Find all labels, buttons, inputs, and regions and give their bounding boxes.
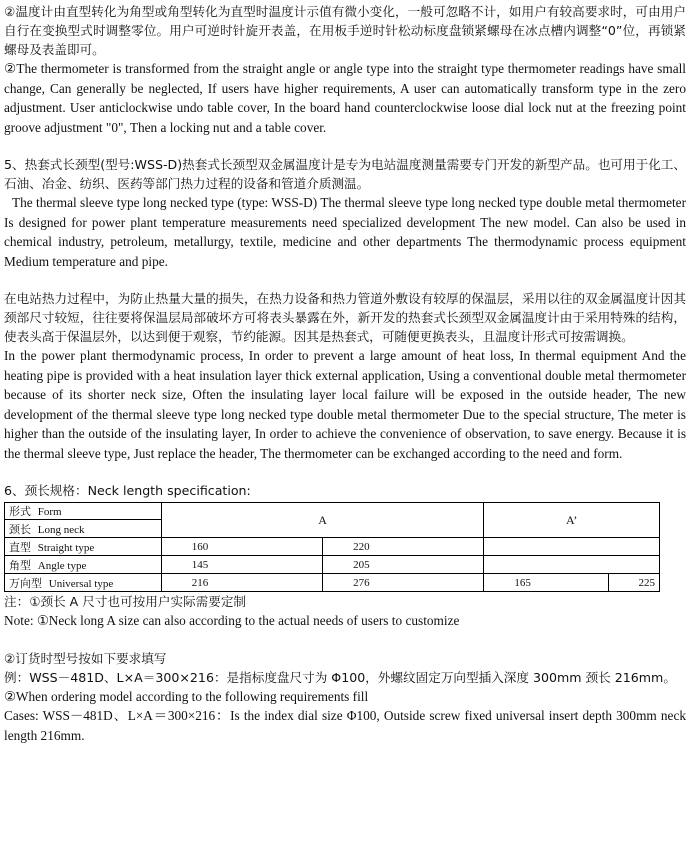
table-cell: 220: [323, 538, 484, 556]
table-cell: 216: [161, 574, 322, 592]
table-cell: 205: [323, 556, 484, 574]
table-row: [5, 538, 660, 556]
note-cn: 注：①颈长 A 尺寸也可按用户实际需要定制: [4, 594, 247, 609]
order-example-cn: 例：WSS－481D、L×A＝300×216：是指标度盘尺寸为 Φ100，外螺纹固定万向型插入深度 300mm 颈长 216mm。: [4, 669, 676, 685]
table-cell: [484, 538, 660, 556]
section5-paragraph-en: The thermal sleeve type long necked type (type: WSS-D) The thermal sleeve type long necked type double metal thermometer Is designed for power plant temperature measurements need specialized development The new model. Can also be used in chemical industry, petroleum, metallurgy, textile, medicine and other departments The thermodynamic process equipment Medium temperature and pipe.: [4, 195, 686, 269]
document-page: [4, 2, 686, 745]
table-cell: 145: [161, 556, 322, 574]
table-cell: 225: [608, 574, 660, 592]
order-example-en: Cases: WSS－481D、L×A＝300×216：Is the index dial size Φ100, Outside screw fixed universal insert depth 300mm neck length 216mm.: [4, 708, 686, 743]
neck-length-table: [4, 502, 660, 592]
order-title-en: ②When ordering model according to the following requirements fill: [4, 688, 369, 704]
table-row: [5, 574, 660, 592]
table-cell: 165: [484, 574, 608, 592]
angle-type-label: 角型 Angle type: [5, 556, 162, 574]
section6-title: 6、颈长规格：Neck length specification:: [4, 483, 251, 498]
table-cell: 276: [323, 574, 484, 592]
order-title-cn: ②订货时型号按如下要求填写: [4, 650, 167, 666]
column-a-header: A: [161, 503, 484, 538]
universal-type-label: 万向型 Universal type: [5, 574, 162, 592]
power-plant-paragraph-en: In the power plant thermodynamic process, In order to prevent a large amount of heat loss, In thermal equipment And the heating pipe is provided with a heat insulation layer thick external application, Using a conventional double metal thermometer because of its shorter neck size, Often the insulating layer local failure will be exposed in the outside header, The new development of the thermal sleeve type long necked type double metal thermometer Due to the special structure, The meter is higher than the outside of the insulating layer, In order to achieve the convenience of observation, to save energy. Because it is the thermal sleeve type, Just replace the header, The thermometer can be exchanged according to the need and form.: [4, 348, 686, 461]
power-plant-paragraph-cn: 在电站热力过程中，为防止热量大量的损失，在热力设备和热力管道外敷设有较厚的保温层，采用以往的双金属温度计因其颈部尺寸较短，往往要将保温层局部破坏方可将表头暴露在外，新开发的热套式长颈型双金属温度计由于采用特殊的结构，使表头高于保温层外，以达到便于观察，节约能源。因其是热套式，可随便更换表头，且温度计形式可按需调换。: [4, 291, 686, 344]
table-cell: 160: [161, 538, 322, 556]
form-header-cell: 形式 Form: [5, 503, 162, 520]
table-row: [5, 503, 660, 520]
zero-adjust-paragraph-en: ②The thermometer is transformed from the straight angle or angle type into the straight type thermometer readings have small change, Can generally be neglected, If users have higher requirements, A user can automatically transform type in the zero adjustment. User anticlockwise undo table cover, In the board hand counterclockwise loose dial lock nut at the freezing point groove adjustment "0", Then a locking nut and a table cover.: [4, 61, 686, 135]
column-a-prime-header: A’: [484, 503, 660, 538]
zero-adjust-paragraph-cn: ②温度计由直型转化为角型或角型转化为直型时温度计示值有微小变化，一般可忽略不计，如用户有较高要求时，可由用户自行在变换型式时调整零位。用户可逆时针旋开表盖，在用板手逆时针松动标度盘锁紧螺母在冰点槽内调整“0”位，再锁紧螺母及表盖即可。: [4, 4, 686, 57]
section5-paragraph-cn: 5、热套式长颈型(型号:WSS-D)热套式长颈型双金属温度计是专为电站温度测量需要专门开发的新型产品。也可用于化工、石油、冶金、纺织、医药等部门热力过程的设备和管道介质测温。: [4, 157, 686, 191]
table-cell: [484, 556, 660, 574]
table-row: [5, 556, 660, 574]
note-en: Note: ①Neck long A size can also according to the actual needs of users to customize: [4, 613, 460, 628]
neck-header-cell: 颈长 Long neck: [5, 520, 162, 538]
straight-type-label: 直型 Straight type: [5, 538, 162, 556]
